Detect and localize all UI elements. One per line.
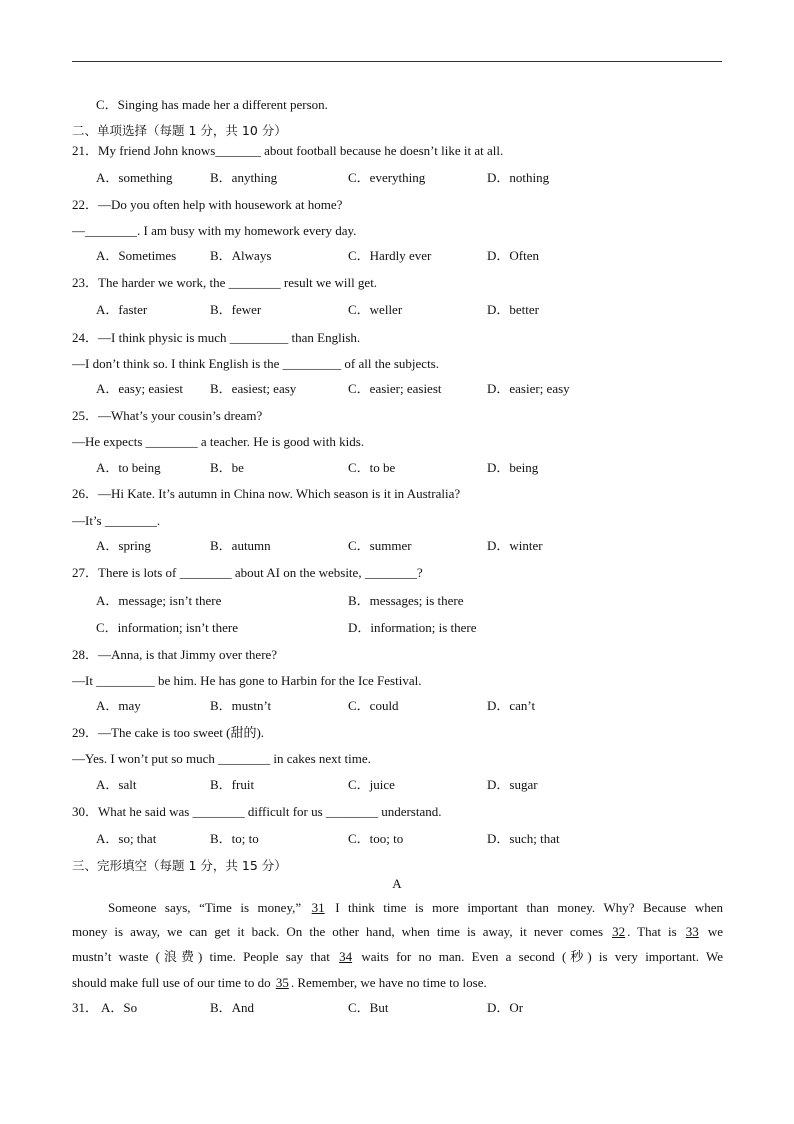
question-29-option-d: D．sugar bbox=[487, 777, 538, 792]
passage-line-2 bbox=[72, 924, 723, 940]
question-21-option-c: C．everything bbox=[348, 170, 426, 185]
question-24-stem: 24．—I think physic is much _________ than English. bbox=[72, 330, 361, 345]
question-23-option-d: D．better bbox=[487, 302, 539, 317]
question-24-option-c: C．easier; easiest bbox=[348, 381, 442, 396]
question-27-option-d: D．information; is there bbox=[348, 620, 477, 635]
blank-33: 33 bbox=[685, 924, 699, 939]
question-25-option-a: A．to being bbox=[96, 460, 161, 475]
question-31-label: 31． bbox=[72, 1000, 99, 1015]
question-25-option-c: C．to be bbox=[348, 460, 396, 475]
question-23-option-b: B．fewer bbox=[210, 302, 262, 317]
question-30-option-d: D．such; that bbox=[487, 831, 560, 846]
question-25-option-d: D．being bbox=[487, 460, 539, 475]
passage-text: . That is bbox=[627, 924, 677, 939]
passage-text: Someone says, “Time is money,” bbox=[108, 900, 302, 915]
question-21-option-b: B．anything bbox=[210, 170, 278, 185]
question-25-stem: 25．—What’s your cousin’s dream? bbox=[72, 408, 263, 423]
header-rule bbox=[72, 61, 722, 62]
question-28-option-d: D．can’t bbox=[487, 698, 536, 713]
question-29-reply: —Yes. I won’t put so much ________ in cakes next time. bbox=[72, 751, 371, 766]
question-22-option-d: D．Often bbox=[487, 248, 539, 263]
passage-text: . Remember, we have no time to lose. bbox=[290, 975, 487, 990]
question-21-option-d: D．nothing bbox=[487, 170, 550, 185]
question-26-stem: 26．—Hi Kate. It’s autumn in China now. Which season is it in Australia? bbox=[72, 486, 461, 501]
section3-heading: 三、完形填空（每题 1 分，共 15 分） bbox=[72, 858, 287, 873]
question-25-option-b: B．be bbox=[210, 460, 244, 475]
question-27-stem: 27．There is lots of ________ about AI on the website, ________? bbox=[72, 565, 423, 580]
question-22-reply: —________. I am busy with my homework every day. bbox=[72, 223, 357, 238]
question-25-reply: —He expects ________ a teacher. He is good with kids. bbox=[72, 434, 365, 449]
question-26-option-a: A．spring bbox=[96, 538, 151, 553]
previous-question-option: C．Singing has made her a different person. bbox=[96, 97, 328, 112]
question-22-option-a: A．Sometimes bbox=[96, 248, 177, 263]
passage-text: I think time is more important than money. Why? Because when bbox=[335, 900, 724, 915]
question-29-stem: 29．—The cake is too sweet (甜的). bbox=[72, 725, 265, 740]
passage-title: A bbox=[392, 876, 402, 891]
question-21-option-a: A．something bbox=[96, 170, 173, 185]
passage-text: we bbox=[707, 924, 724, 939]
question-29-option-a: A．salt bbox=[96, 777, 137, 792]
question-23-option-a: A．faster bbox=[96, 302, 148, 317]
question-21-stem: 21．My friend John knows_______ about football because he doesn’t like it at all. bbox=[72, 143, 504, 158]
question-30-option-b: B．to; to bbox=[210, 831, 259, 846]
blank-32: 32 bbox=[612, 924, 626, 939]
question-29-option-c: C．juice bbox=[348, 777, 395, 792]
question-23-stem: 23．The harder we work, the ________ result we will get. bbox=[72, 275, 378, 290]
question-22-stem: 22．—Do you often help with housework at home? bbox=[72, 197, 343, 212]
passage-line-3 bbox=[72, 949, 723, 965]
question-22-option-c: C．Hardly ever bbox=[348, 248, 432, 263]
question-24-option-a: A．easy; easiest bbox=[96, 381, 184, 396]
question-28-option-a: A．may bbox=[96, 698, 141, 713]
passage-text: should make full use of our time to do bbox=[72, 975, 271, 990]
question-28-stem: 28．—Anna, is that Jimmy over there? bbox=[72, 647, 278, 662]
question-31-option-d: D．Or bbox=[487, 1000, 524, 1015]
question-24-reply: —I don’t think so. I think English is the _________ of all the subjects. bbox=[72, 356, 439, 371]
question-24-option-d: D．easier; easy bbox=[487, 381, 570, 396]
question-28-option-b: B．mustn’t bbox=[210, 698, 272, 713]
question-30-option-a: A．so; that bbox=[96, 831, 157, 846]
question-30-stem: 30．What he said was ________ difficult for us ________ understand. bbox=[72, 804, 442, 819]
question-31-option-b: B．And bbox=[210, 1000, 255, 1015]
blank-35: 35 bbox=[275, 975, 289, 990]
question-30-option-c: C．too; to bbox=[348, 831, 404, 846]
question-27-option-b: B．messages; is there bbox=[348, 593, 464, 608]
question-24-option-b: B．easiest; easy bbox=[210, 381, 297, 396]
passage-line-4 bbox=[72, 975, 723, 991]
question-27-option-c: C．information; isn’t there bbox=[96, 620, 239, 635]
question-29-option-b: B．fruit bbox=[210, 777, 255, 792]
blank-31: 31 bbox=[311, 900, 325, 915]
passage-line-1 bbox=[72, 900, 723, 916]
question-31-option-c: C．But bbox=[348, 1000, 389, 1015]
section2-heading: 二、单项选择（每题 1 分，共 10 分） bbox=[72, 123, 287, 138]
question-26-option-d: D．winter bbox=[487, 538, 543, 553]
question-28-reply: —It _________ be him. He has gone to Harbin for the Ice Festival. bbox=[72, 673, 422, 688]
question-28-option-c: C．could bbox=[348, 698, 399, 713]
question-26-reply: —It’s ________. bbox=[72, 513, 161, 528]
passage-text: money is away, we can get it back. On the other hand, when time is away, it never comes bbox=[72, 924, 604, 939]
passage-text: mustn’t waste (浪费) time. People say that bbox=[72, 949, 330, 964]
question-31-option-a: A．So bbox=[101, 1000, 138, 1015]
question-26-option-c: C．summer bbox=[348, 538, 412, 553]
blank-34: 34 bbox=[339, 949, 353, 964]
question-23-option-c: C．weller bbox=[348, 302, 403, 317]
question-26-option-b: B．autumn bbox=[210, 538, 271, 553]
question-22-option-b: B．Always bbox=[210, 248, 272, 263]
passage-text: waits for no man. Even a second (秒) is very important. We bbox=[361, 949, 724, 964]
question-27-option-a: A．message; isn’t there bbox=[96, 593, 222, 608]
